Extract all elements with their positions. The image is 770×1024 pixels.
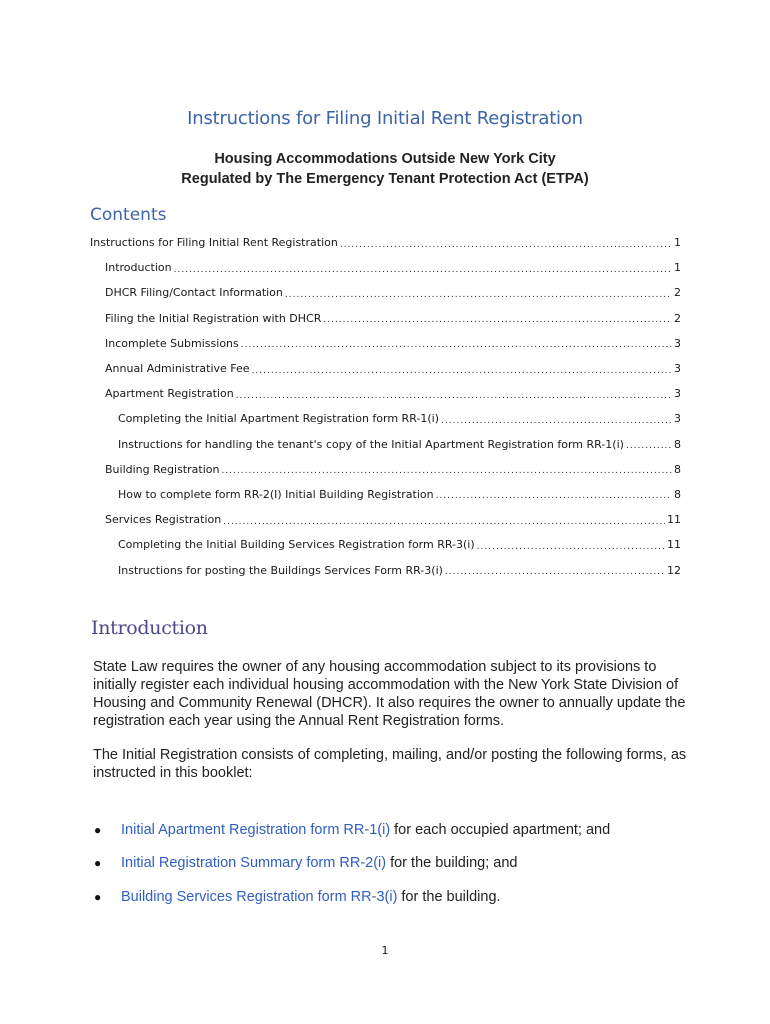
toc-entry-label: Filing the Initial Registration with DHCR xyxy=(105,311,322,325)
toc-entry[interactable] xyxy=(90,557,681,582)
toc-leader-dots xyxy=(436,491,672,501)
toc-entry[interactable] xyxy=(90,356,681,381)
toc-entry[interactable] xyxy=(90,255,681,280)
toc-entry-label: Instructions for handling the tenant's copy of the Initial Apartment Registration form RR-1(i) xyxy=(118,437,624,451)
toc-entry-page: 1 xyxy=(674,236,681,250)
toc-entry-page: 2 xyxy=(674,311,681,325)
bullet-text: for the building. xyxy=(401,888,501,905)
toc-entry-page: 3 xyxy=(674,412,681,426)
toc-entry[interactable] xyxy=(90,280,681,305)
toc-entry-page: 3 xyxy=(674,362,681,376)
toc-entry-label: How to complete form RR-2(I) Initial Building Registration xyxy=(118,487,434,501)
toc-entry-label: Completing the Initial Building Services Registration form RR-3(i) xyxy=(118,538,475,552)
document-title: Instructions for Filing Initial Rent Registration xyxy=(187,108,583,129)
introduction-paragraph-1: State Law requires the owner of any housing accommodation subject to its provisions to initially register each individual housing accommodation with the New York State Division of Housing and Community Renewal (DHCR). It also requires the owner to annually update the registration each year using the Annual Rent Registration forms. xyxy=(93,659,686,729)
form-link-rr1[interactable]: Initial Apartment Registration form RR-1(i) xyxy=(121,821,391,838)
bullet-icon: ● xyxy=(94,856,102,871)
page-number: 1 xyxy=(381,944,389,957)
toc-entry-label: Instructions for posting the Buildings Services Form RR-3(i) xyxy=(118,563,443,577)
toc-entry-page: 12 xyxy=(667,563,681,577)
toc-entry-page: 11 xyxy=(667,513,681,527)
form-link-rr2[interactable]: Initial Registration Summary form RR-2(i) xyxy=(121,855,387,872)
subtitle-line-2: Regulated by The Emergency Tenant Protection Act (ETPA) xyxy=(181,171,589,187)
toc-leader-dots xyxy=(626,441,672,451)
toc-entry-label: Incomplete Submissions xyxy=(105,336,239,350)
toc-leader-dots xyxy=(323,315,672,325)
toc-entry-page: 8 xyxy=(674,462,681,476)
toc-entry[interactable] xyxy=(90,381,681,406)
list-item xyxy=(94,813,714,847)
toc-entry-label: Apartment Registration xyxy=(105,387,234,401)
toc-entry-page: 1 xyxy=(674,261,681,275)
toc-entry[interactable] xyxy=(90,406,681,431)
table-of-contents xyxy=(90,230,681,583)
toc-leader-dots xyxy=(441,416,672,426)
bullet-text: for each occupied apartment; and xyxy=(394,821,611,838)
forms-bullet-list xyxy=(94,813,714,914)
toc-entry[interactable] xyxy=(90,532,681,557)
toc-entry-label: Annual Administrative Fee xyxy=(105,362,250,376)
toc-entry[interactable] xyxy=(90,432,681,457)
toc-entry-label: Building Registration xyxy=(105,462,220,476)
list-item xyxy=(94,847,714,881)
toc-entry-page: 8 xyxy=(674,487,681,501)
introduction-heading: Introduction xyxy=(91,617,208,639)
toc-entry-page: 11 xyxy=(667,538,681,552)
toc-leader-dots xyxy=(223,517,665,527)
toc-leader-dots xyxy=(340,240,672,250)
toc-entry[interactable] xyxy=(90,457,681,482)
toc-entry[interactable] xyxy=(90,306,681,331)
contents-heading: Contents xyxy=(90,205,167,225)
toc-entry[interactable] xyxy=(90,230,681,255)
list-item xyxy=(94,880,714,914)
introduction-paragraph-2: The Initial Registration consists of completing, mailing, and/or posting the following forms, as instructed in this booklet: xyxy=(93,747,687,781)
toc-entry-page: 3 xyxy=(674,336,681,350)
toc-entry[interactable] xyxy=(90,507,681,532)
toc-entry[interactable] xyxy=(90,331,681,356)
toc-entry-page: 2 xyxy=(674,286,681,300)
subtitle-line-1: Housing Accommodations Outside New York City xyxy=(214,151,556,167)
form-link-rr3[interactable]: Building Services Registration form RR-3(i) xyxy=(121,888,398,905)
toc-entry-page: 8 xyxy=(674,437,681,451)
toc-leader-dots xyxy=(445,567,665,577)
toc-entry-label: Introduction xyxy=(105,261,172,275)
toc-entry-page: 3 xyxy=(674,387,681,401)
toc-leader-dots xyxy=(241,340,672,350)
toc-leader-dots xyxy=(174,265,672,275)
bullet-text: for the building; and xyxy=(390,855,518,872)
toc-leader-dots xyxy=(477,542,665,552)
toc-entry-label: Instructions for Filing Initial Rent Registration xyxy=(90,236,338,250)
toc-entry-label: DHCR Filing/Contact Information xyxy=(105,286,283,300)
bullet-icon: ● xyxy=(94,822,102,837)
toc-leader-dots xyxy=(236,391,672,401)
toc-leader-dots xyxy=(285,290,672,300)
toc-leader-dots xyxy=(252,366,672,376)
toc-leader-dots xyxy=(221,466,672,476)
toc-entry[interactable] xyxy=(90,482,681,507)
toc-entry-label: Completing the Initial Apartment Registration form RR-1(i) xyxy=(118,412,440,426)
toc-entry-label: Services Registration xyxy=(105,513,222,527)
bullet-icon: ● xyxy=(94,889,102,904)
